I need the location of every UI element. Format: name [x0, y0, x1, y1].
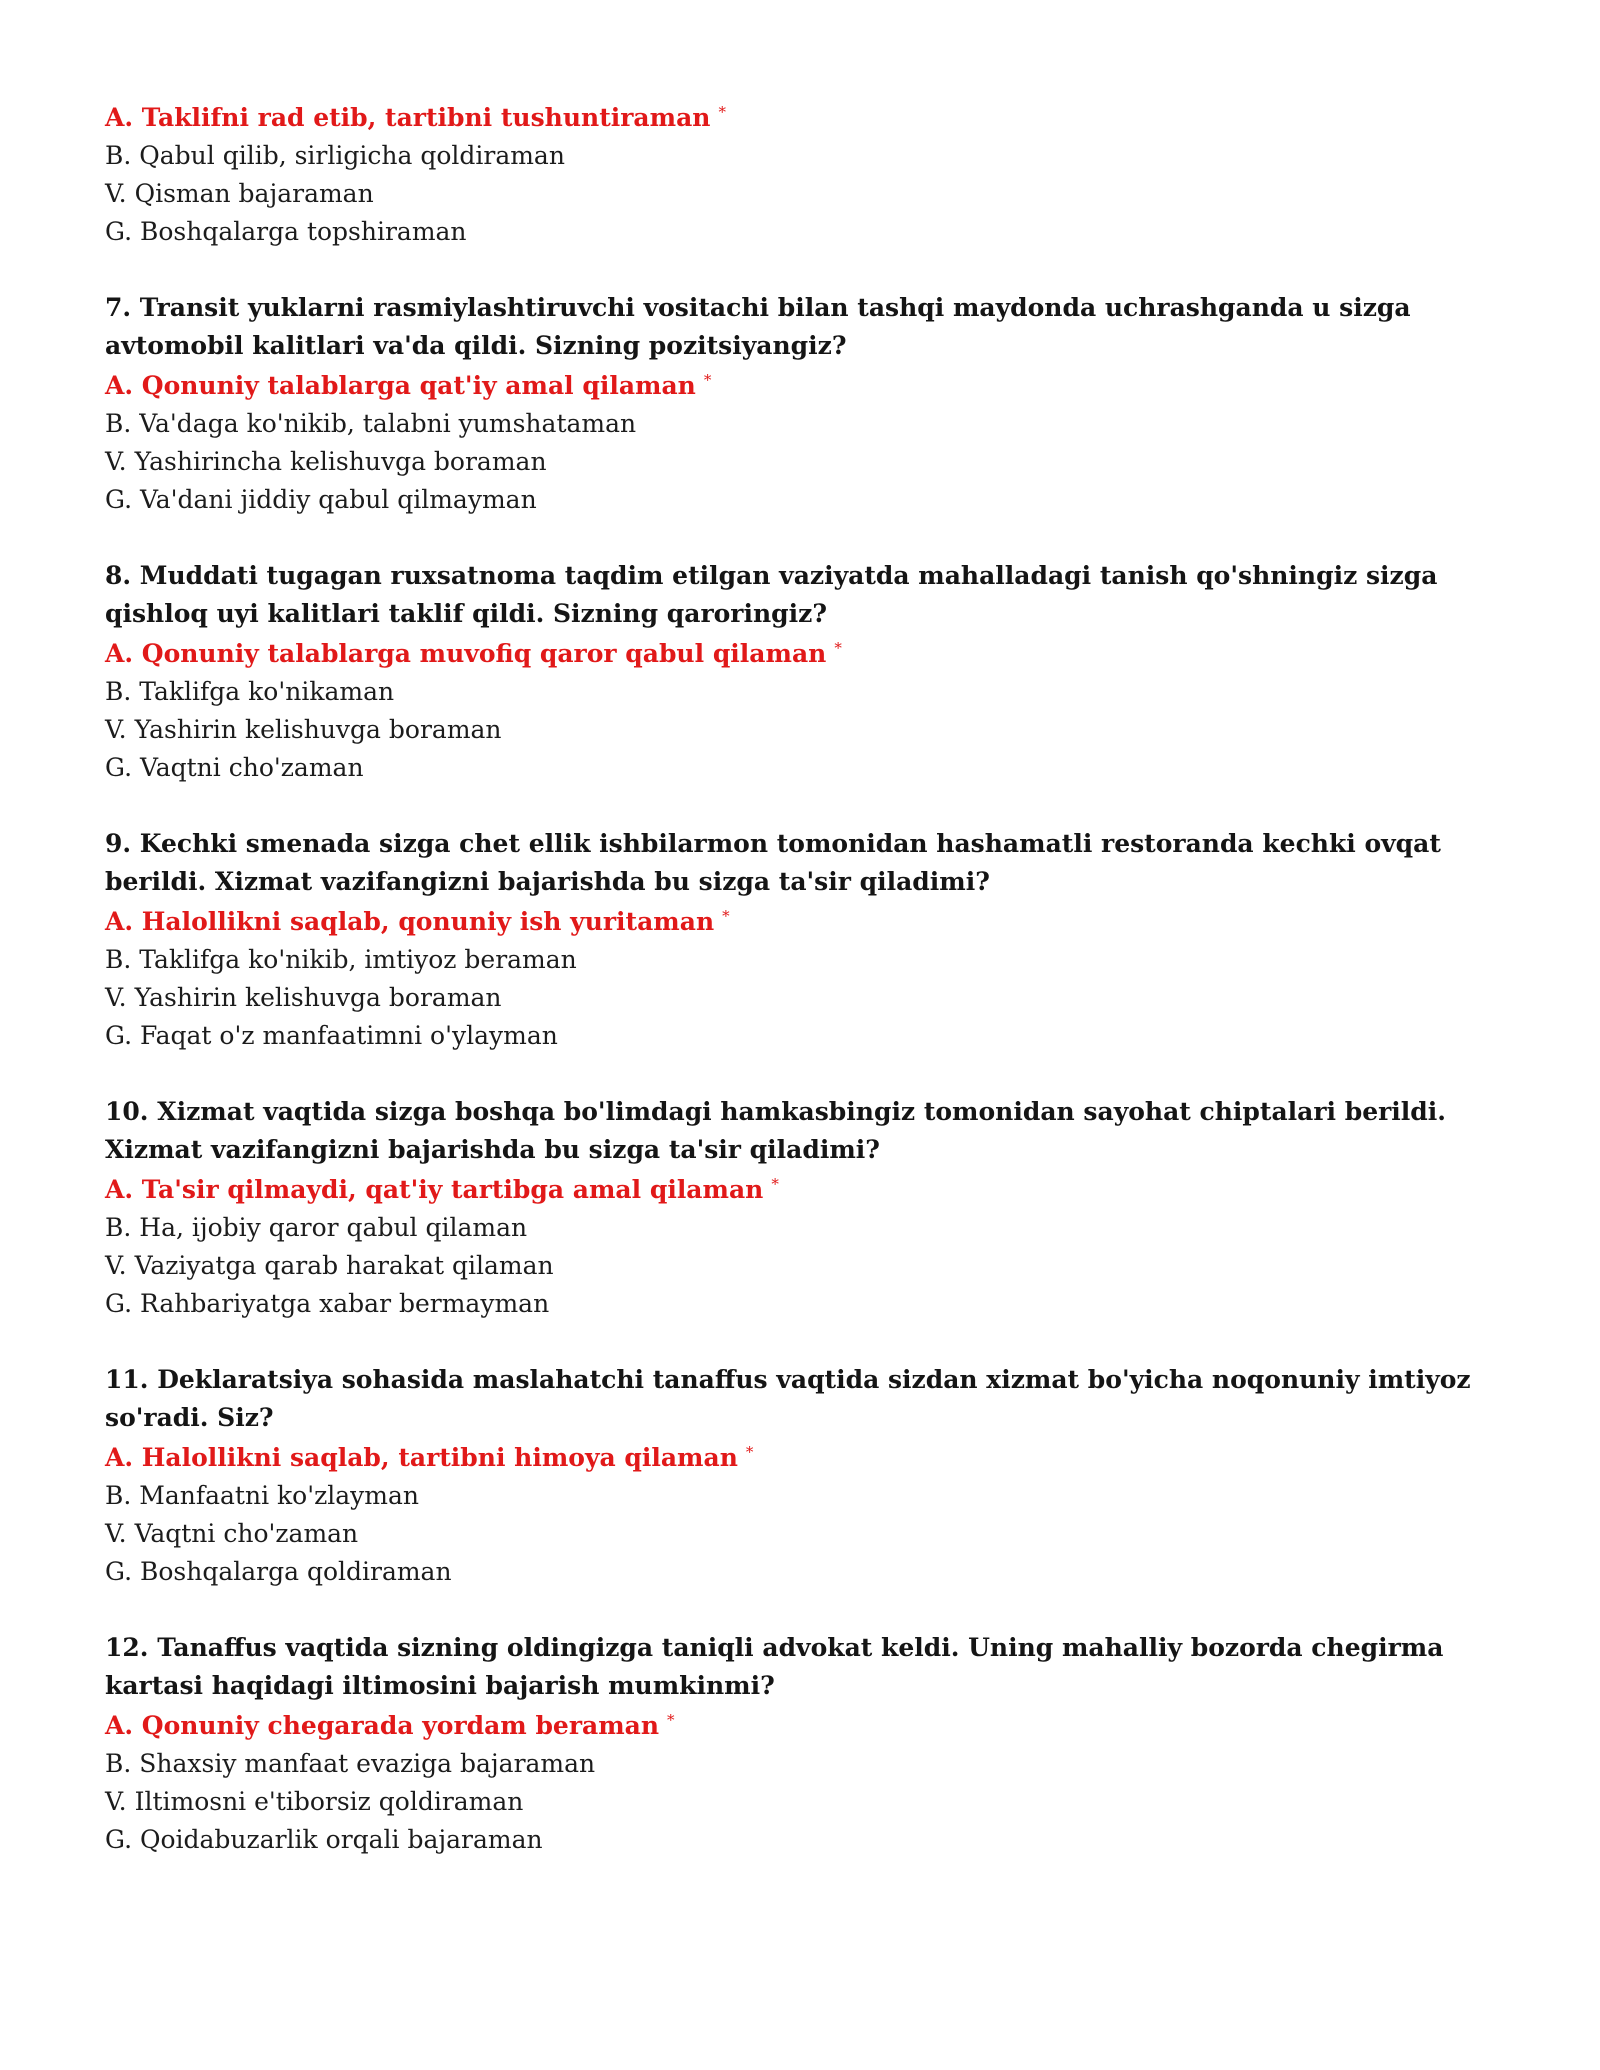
option-a-correct: A. Halollikni saqlab, qonuniy ish yuritaman *: [105, 903, 1500, 941]
option-b: B. Qabul qilib, sirligicha qoldiraman: [105, 141, 565, 170]
question-block-7: [105, 289, 1500, 519]
option-b: B. Taklifga ko'nikib, imtiyoz beraman: [105, 945, 577, 974]
option-b: B. Ha, ijobiy qaror qabul qilaman: [105, 1213, 528, 1242]
correct-marker: *: [834, 639, 842, 657]
question-block-12: [105, 1629, 1500, 1859]
option-a-correct: A. Qonuniy talablarga qat'iy amal qilaman *: [105, 367, 1500, 405]
question-block-11: [105, 1361, 1500, 1591]
option-a-correct: A. Taklifni rad etib, tartibni tushuntiraman *: [105, 99, 1500, 137]
question-text: 10. Xizmat vaqtida sizga boshqa bo'limdagi hamkasbingiz tomonidan sayohat chiptalari berildi. Xizmat vazifangizni bajarishda bu sizga ta'sir qiladimi?: [105, 1097, 1446, 1164]
correct-marker: *: [745, 1443, 754, 1461]
option-g: G. Qoidabuzarlik orqali bajaraman: [105, 1825, 543, 1854]
correct-marker: *: [771, 1175, 779, 1193]
question-text: 8. Muddati tugagan ruxsatnoma taqdim etilgan vaziyatda mahalladagi tanish qo'shningiz sizga qishloq uyi kalitlari taklif qildi. Sizning qaroringiz?: [105, 561, 1438, 628]
option-g: G. Boshqalarga qoldiraman: [105, 1557, 452, 1586]
correct-marker: *: [667, 1711, 675, 1729]
option-b: B. Taklifga ko'nikaman: [105, 677, 395, 706]
correct-marker: *: [703, 371, 712, 389]
option-g: G. Vaqtni cho'zaman: [105, 753, 364, 782]
option-a-correct: A. Qonuniy talablarga muvofiq qaror qabul qilaman *: [105, 635, 1500, 673]
option-a-correct: A. Halollikni saqlab, tartibni himoya qilaman *: [105, 1439, 1500, 1477]
option-a-correct: A. Ta'sir qilmaydi, qat'iy tartibga amal qilaman *: [105, 1171, 1500, 1209]
option-v: V. Yashirin kelishuvga boraman: [105, 715, 502, 744]
option-b: B. Va'daga ko'nikib, talabni yumshataman: [105, 409, 637, 438]
option-v: V. Iltimosni e'tiborsiz qoldiraman: [105, 1787, 524, 1816]
option-b: B. Manfaatni ko'zlayman: [105, 1481, 420, 1510]
correct-marker: *: [722, 907, 730, 925]
question-text: 11. Deklaratsiya sohasida maslahatchi tanaffus vaqtida sizdan xizmat bo'yicha noqonuniy imtiyoz so'radi. Siz?: [105, 1365, 1471, 1432]
option-v: V. Vaqtni cho'zaman: [105, 1519, 359, 1548]
question-text: 7. Transit yuklarni rasmiylashtiruvchi vositachi bilan tashqi maydonda uchrashganda u sizga avtomobil kalitlari va'da qildi. Sizning pozitsiyangiz?: [105, 293, 1411, 360]
question-block-9: [105, 825, 1500, 1055]
question-block-8: [105, 557, 1500, 787]
option-v: V. Vaziyatga qarab harakat qilaman: [105, 1251, 554, 1280]
option-g: G. Boshqalarga topshiraman: [105, 217, 467, 246]
option-v: V. Qisman bajaraman: [105, 179, 374, 208]
option-g: G. Rahbariyatga xabar bermayman: [105, 1289, 550, 1318]
question-block-10: [105, 1093, 1500, 1323]
option-a-correct: A. Qonuniy chegarada yordam beraman *: [105, 1707, 1500, 1745]
correct-marker: *: [718, 103, 726, 121]
option-b: B. Shaxsiy manfaat evaziga bajaraman: [105, 1749, 596, 1778]
question-block-6-continued: [105, 99, 1500, 251]
question-text: 9. Kechki smenada sizga chet ellik ishbilarmon tomonidan hashamatli restoranda kechki ovqat berildi. Xizmat vazifangizni bajarishda bu sizga ta'sir qiladimi?: [105, 829, 1441, 896]
option-v: V. Yashirin kelishuvga boraman: [105, 983, 502, 1012]
option-g: G. Faqat o'z manfaatimni o'ylayman: [105, 1021, 558, 1050]
option-v: V. Yashirincha kelishuvga boraman: [105, 447, 547, 476]
question-text: 12. Tanaffus vaqtida sizning oldingizga taniqli advokat keldi. Uning mahalliy bozorda chegirma kartasi haqidagi iltimosini bajarish mumkinmi?: [105, 1633, 1444, 1700]
option-g: G. Va'dani jiddiy qabul qilmayman: [105, 485, 537, 514]
